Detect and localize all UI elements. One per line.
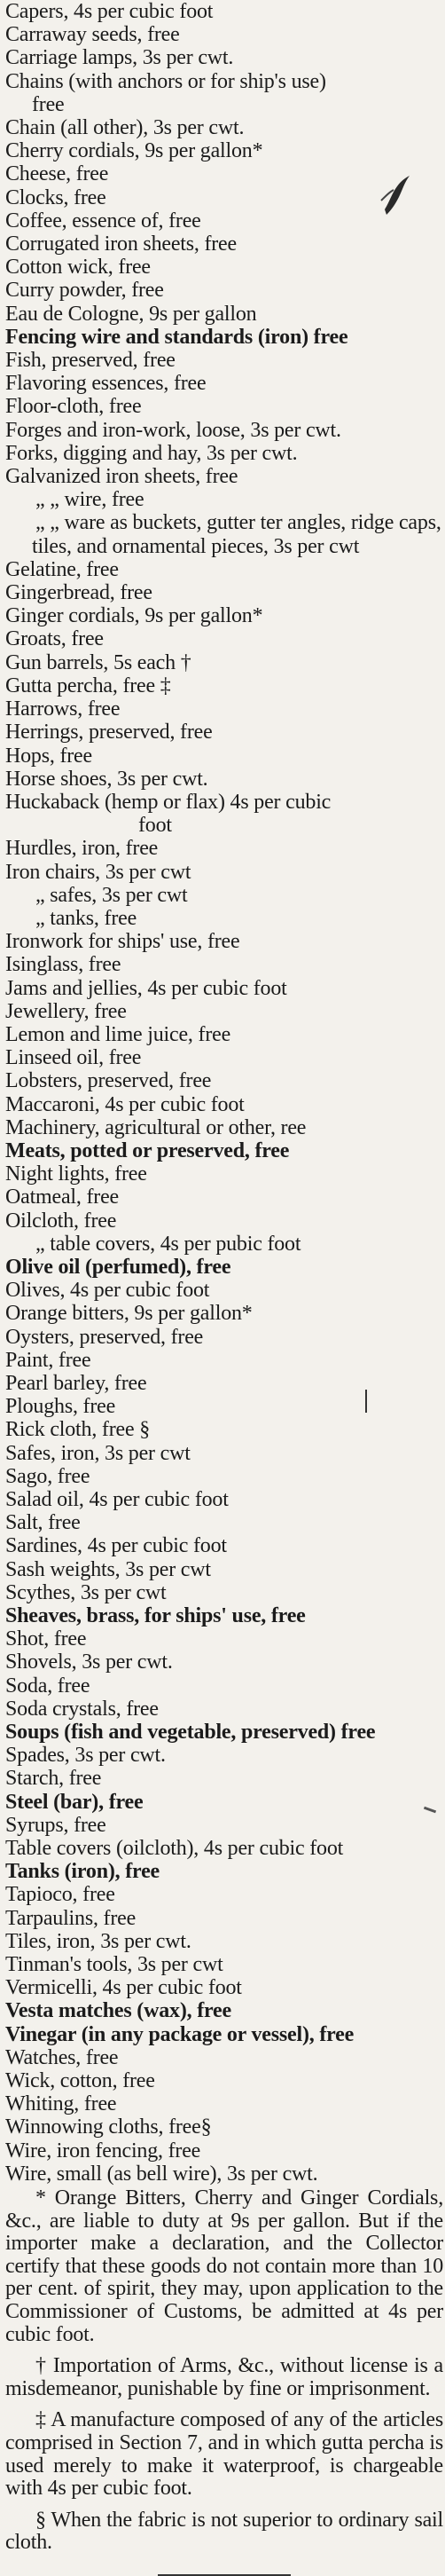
- entry-text: Hops, free: [5, 744, 92, 768]
- entry-text: Olive oil (perfumed), free: [5, 1255, 231, 1279]
- tariff-entry: [5, 1279, 443, 1302]
- entry-text: Safes, iron, 3s per cwt: [5, 1441, 191, 1465]
- tariff-entry: [5, 256, 443, 279]
- tariff-entry: [5, 1116, 443, 1139]
- ditto-mark: „: [35, 1232, 45, 1256]
- tariff-entry: [5, 2023, 443, 2046]
- entry-text: Chain (all other), 3s per cwt.: [5, 116, 245, 140]
- tariff-entry: [5, 1349, 443, 1372]
- entry-text: Meats, potted or preserved, free: [5, 1138, 290, 1162]
- tariff-entry: [5, 1326, 443, 1349]
- tariff-entry: [5, 1837, 443, 1860]
- tariff-entry: [5, 1488, 443, 1511]
- tariff-entry: [5, 1976, 443, 1999]
- entry-text: Cherry cordials, 9s per gallon*: [5, 139, 263, 163]
- ditto-mark: „: [35, 906, 45, 930]
- entry-text: Oysters, preserved, free: [5, 1325, 204, 1349]
- tariff-entry: [5, 395, 443, 418]
- entry-text: Olives, 4s per cubic foot: [5, 1279, 210, 1303]
- entry-text: Pearl barley, free: [5, 1371, 147, 1395]
- entry-text: Salad oil, 4s per cubic foot: [5, 1488, 229, 1511]
- ink-blot-icon: [378, 174, 413, 217]
- entry-text: Horse shoes, 3s per cwt.: [5, 767, 208, 791]
- tariff-entry: [5, 791, 443, 837]
- footnote: ‡ A manufacture composed of any of the articles comprised in Section 7, and in which gutta percha is used merely to make it waterproof, is chargeable with 4s per cubic foot.: [5, 2408, 443, 2501]
- entry-text: Spades, 3s per cwt.: [5, 1744, 166, 1768]
- entry-text: Flavoring essences, free: [5, 372, 207, 396]
- tariff-entry: [5, 1023, 443, 1046]
- tariff-entry: [5, 0, 443, 23]
- entry-text: Harrows, free: [5, 697, 121, 721]
- entry-text: Whiting, free: [5, 2092, 117, 2116]
- tariff-entry: [5, 1930, 443, 1953]
- entry-text: Soda, free: [5, 1674, 90, 1698]
- tariff-entry: [5, 930, 443, 953]
- entry-text: Huckaback (hemp or flax) 4s per cubic: [5, 790, 332, 814]
- entry-text: Sago, free: [5, 1464, 90, 1488]
- tariff-entry: [5, 604, 443, 627]
- entry-text: Vinegar (in any package or vessel), free: [5, 2022, 355, 2046]
- tariff-entry: [5, 861, 443, 884]
- entry-text: Forks, digging and hay, 3s per cwt.: [5, 441, 298, 465]
- tariff-entry: [5, 1907, 443, 1930]
- tariff-entry: [5, 1627, 443, 1650]
- tariff-entry: [5, 1000, 443, 1023]
- footnote: * Orange Bitters, Cherry and Ginger Cordials, &c., are liable to duty at 9s per gallon. But if the importer make a declaration, and the Collector certify that these goods do not contain more than 10 per cent. of spirit, they may, upon application to the Commissioner of Customs, be admitted at 4s per cubic foot.: [5, 2186, 443, 2346]
- tariff-entry: [5, 46, 443, 69]
- tariff-entry: [5, 1465, 443, 1488]
- tariff-entry: [5, 884, 443, 907]
- tariff-entry: [5, 744, 443, 768]
- tariff-entry: [5, 1698, 443, 1721]
- entry-text: Jewellery, free: [5, 999, 127, 1023]
- entry-text: Soda crystals, free: [5, 1697, 159, 1721]
- tariff-entry: [5, 627, 443, 650]
- tariff-entry: [5, 1256, 443, 1279]
- entry-text: Sheaves, brass, for ships' use, free: [5, 1604, 306, 1628]
- entry-text: Night lights, free: [5, 1162, 147, 1186]
- footnotes: [5, 2187, 443, 2555]
- entry-continuation: free: [32, 92, 65, 116]
- tariff-entry: [5, 1581, 443, 1604]
- tariff-entry: [5, 1395, 443, 1418]
- entry-text: Chains (with anchors or for ship's use): [5, 69, 326, 93]
- entry-text: Soups (fish and vegetable, preserved) free: [5, 1721, 376, 1745]
- tariff-entry: [5, 1418, 443, 1441]
- entry-text: Oilcloth, free: [5, 1209, 117, 1233]
- tariff-entry: [5, 1534, 443, 1557]
- tariff-entry: [5, 2139, 443, 2162]
- tariff-entry: [5, 349, 443, 372]
- tariff-entry: [5, 2046, 443, 2069]
- entry-text: Carriage lamps, 3s per cwt.: [5, 46, 234, 70]
- tariff-entry: [5, 511, 443, 557]
- entry-text: Starch, free: [5, 1767, 102, 1791]
- ditto-mark: „: [35, 883, 45, 907]
- entry-text: Vesta matches (wax), free: [5, 1999, 231, 2023]
- tariff-entry: [5, 1650, 443, 1674]
- tariff-entry: [5, 1372, 443, 1395]
- entry-text: Oatmeal, free: [5, 1186, 119, 1209]
- tariff-entry: [5, 2092, 443, 2115]
- tariff-entry: [5, 1999, 443, 2022]
- entry-text: Corrugated iron sheets, free: [5, 232, 237, 256]
- entry-text: Groats, free: [5, 627, 104, 651]
- entry-text: Lemon and lime juice, free: [5, 1022, 231, 1046]
- entry-text: Salt, free: [5, 1511, 81, 1535]
- tariff-entry: [5, 279, 443, 302]
- tariff-entry: [5, 139, 443, 162]
- tariff-entry: [5, 1744, 443, 1767]
- entry-text: Coffee, essence of, free: [5, 209, 201, 232]
- entry-text: Table covers (oilcloth), 4s per cubic foot: [5, 1837, 344, 1861]
- entry-text: Linseed oil, free: [5, 1046, 142, 1070]
- entry-text: Tinman's tools, 3s per cwt: [5, 1953, 223, 1977]
- tariff-entry: [5, 1674, 443, 1698]
- tariff-entry: [5, 303, 443, 326]
- tariff-entry: [5, 977, 443, 1000]
- tariff-entry: [5, 116, 443, 139]
- entry-text: Floor-cloth, free: [5, 395, 142, 419]
- entry-text: ware as buckets, gutter ter angles, ridge caps, tiles, and ornamental pieces, 3s per cwt: [32, 511, 441, 558]
- tariff-entry: [5, 1093, 443, 1116]
- tariff-entry: [5, 1814, 443, 1837]
- tariff-entry: [5, 558, 443, 581]
- tariff-entry: [5, 1046, 443, 1069]
- entry-text: tanks, free: [50, 906, 137, 930]
- entry-text: Gingerbread, free: [5, 581, 152, 605]
- entry-text: Cotton wick, free: [5, 256, 151, 280]
- entry-text: Gutta percha, free ‡: [5, 674, 171, 697]
- entry-text: Scythes, 3s per cwt: [5, 1580, 167, 1604]
- tariff-entry: [5, 1953, 443, 1976]
- entry-text: Ploughs, free: [5, 1395, 116, 1419]
- tariff-entry: [5, 232, 443, 256]
- tariff-entry: [5, 1302, 443, 1325]
- tariff-entry: [5, 372, 443, 395]
- tariff-entry: [5, 1233, 443, 1256]
- entry-text: Paint, free: [5, 1348, 91, 1372]
- tariff-entry: [5, 70, 443, 116]
- tariff-entry: [5, 23, 443, 46]
- entry-text: Rick cloth, free §: [5, 1418, 151, 1442]
- footnote: § When the fabric is not superior to ordinary sail cloth.: [5, 2508, 443, 2555]
- entry-text: Tanks (iron), free: [5, 1860, 160, 1884]
- tariff-entry: [5, 419, 443, 442]
- tariff-entry: [5, 1162, 443, 1186]
- entry-text: Wire, iron fencing, free: [5, 2139, 201, 2162]
- tariff-entry: [5, 1604, 443, 1627]
- entry-text: Capers, 4s per cubic foot: [5, 0, 214, 23]
- entry-text: Watches, free: [5, 2045, 119, 2069]
- entry-text: Galvanized iron sheets, free: [5, 465, 238, 489]
- tariff-entry: [5, 697, 443, 721]
- tariff-entry: [5, 2162, 443, 2186]
- tariff-entry: [5, 488, 443, 511]
- tariff-entry: [5, 1209, 443, 1233]
- entry-text: Gun barrels, 5s each †: [5, 650, 191, 674]
- entry-text: Tapioco, free: [5, 1883, 115, 1907]
- entry-text: Sardines, 4s per cubic foot: [5, 1534, 227, 1558]
- entry-text: Carraway seeds, free: [5, 23, 180, 47]
- tariff-entry: [5, 837, 443, 860]
- entry-text: Gelatine, free: [5, 557, 119, 581]
- entry-text: Lobsters, preserved, free: [5, 1069, 212, 1093]
- tariff-entry: [5, 1511, 443, 1534]
- tariff-entry: [5, 768, 443, 791]
- tariff-entry: [5, 1139, 443, 1162]
- entry-text: Shovels, 3s per cwt.: [5, 1650, 173, 1674]
- entry-text: Machinery, agricultural or other, ree: [5, 1115, 307, 1139]
- entry-text: Jams and jellies, 4s per cubic foot: [5, 976, 287, 1000]
- entry-text: Curry powder, free: [5, 279, 164, 303]
- entry-text: Eau de Cologne, 9s per gallon: [5, 302, 257, 326]
- tariff-entry: [5, 1791, 443, 1814]
- entry-text: safes, 3s per cwt: [50, 883, 188, 907]
- tariff-entry: [5, 2115, 443, 2139]
- entry-text: Fencing wire and standards (iron) free: [5, 325, 348, 349]
- tariff-column: [5, 0, 443, 2576]
- entry-text: Maccaroni, 4s per cubic foot: [5, 1092, 245, 1116]
- entry-text: Tiles, iron, 3s per cwt.: [5, 1929, 191, 1953]
- entry-text: Cheese, free: [5, 162, 109, 186]
- tariff-entry: [5, 442, 443, 465]
- entry-text: Orange bitters, 9s per gallon*: [5, 1302, 253, 1326]
- entry-text: Herrings, preserved, free: [5, 721, 213, 744]
- entry-text: Steel (bar), free: [5, 1790, 144, 1814]
- entry-continuation: foot: [138, 814, 172, 838]
- entry-text: Ironwork for ships' use, free: [5, 930, 240, 954]
- stray-mark: [365, 1390, 367, 1413]
- tariff-entry: [5, 465, 443, 488]
- entry-text: Tarpaulins, free: [5, 1906, 137, 1930]
- entry-text: Winnowing cloths, free§: [5, 2115, 212, 2139]
- entry-text: Vermicelli, 4s per cubic foot: [5, 1976, 242, 2000]
- ditto-mark: „ „: [35, 488, 59, 512]
- tariff-entry: [5, 953, 443, 976]
- tariff-entry: [5, 581, 443, 604]
- tariff-entry: [5, 2069, 443, 2092]
- entry-text: Wire, small (as bell wire), 3s per cwt.: [5, 2162, 318, 2186]
- entry-text: Fish, preserved, free: [5, 349, 176, 373]
- ditto-mark: „ „: [35, 511, 59, 535]
- entry-text: Isinglass, free: [5, 953, 121, 977]
- entry-text: Forges and iron-work, loose, 3s per cwt.: [5, 418, 341, 442]
- entry-text: wire, free: [64, 488, 144, 512]
- entry-text: Ginger cordials, 9s per gallon*: [5, 604, 263, 628]
- entry-text: Iron chairs, 3s per cwt: [5, 860, 191, 884]
- tariff-entry: [5, 651, 443, 674]
- tariff-entry: [5, 326, 443, 349]
- tariff-entry: [5, 1442, 443, 1465]
- tariff-list: [5, 0, 443, 2186]
- tariff-entry: [5, 1860, 443, 1883]
- entry-text: Shot, free: [5, 1627, 87, 1651]
- tariff-entry: [5, 1721, 443, 1744]
- footnote: † Importation of Arms, &c., without license is a misdemeanor, punishable by fine or imprisonment.: [5, 2354, 443, 2400]
- entry-text: Hurdles, iron, free: [5, 837, 159, 861]
- entry-text: Wick, cotton, free: [5, 2069, 155, 2093]
- entry-text: Clocks, free: [5, 185, 106, 209]
- tariff-entry: [5, 674, 443, 697]
- tariff-entry: [5, 1767, 443, 1790]
- entry-text: Sash weights, 3s per cwt: [5, 1557, 211, 1581]
- tariff-entry: [5, 1558, 443, 1581]
- tariff-entry: [5, 907, 443, 930]
- tariff-entry: [5, 1069, 443, 1092]
- entry-text: table covers, 4s per pubic foot: [50, 1232, 301, 1256]
- tariff-entry: [5, 1883, 443, 1906]
- entry-text: Syrups, free: [5, 1813, 106, 1837]
- tariff-entry: [5, 721, 443, 744]
- tariff-entry: [5, 1186, 443, 1209]
